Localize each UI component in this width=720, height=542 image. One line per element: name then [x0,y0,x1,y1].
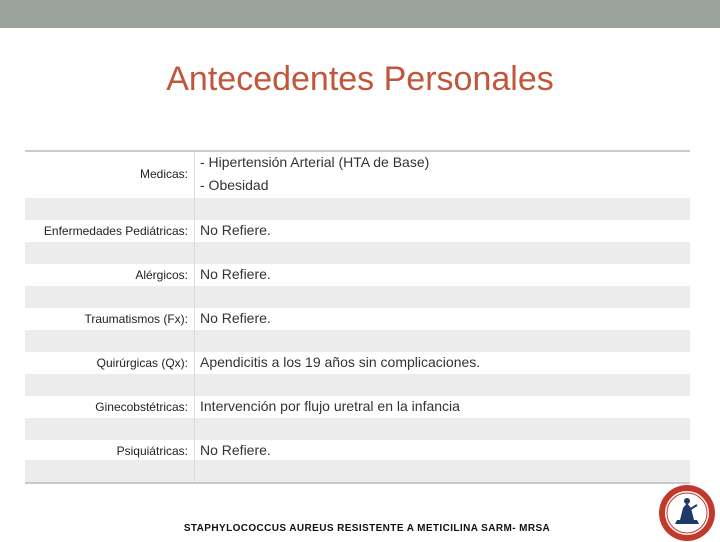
row-label: Traumatismos (Fx): [84,312,188,326]
row-value: No Refiere. [200,266,271,282]
row-label: Enfermedades Pediátricas: [43,224,188,238]
row-value-line-1: - Hipertensión Arterial (HTA de Base) [200,154,430,170]
row-value: No Refiere. [200,310,271,326]
row-label: Psiquiátricas: [116,444,188,458]
row-separator [25,198,690,220]
row-label: Alérgicos: [135,268,188,282]
row-value: Intervención por flujo uretral en la infancia [200,398,460,414]
row-separator [25,374,690,396]
row-value: Apendicitis a los 19 años sin complicaciones. [200,354,481,370]
row-separator [25,242,690,264]
page-title: Antecedentes Personales [166,60,554,98]
top-bar [0,0,720,28]
row-value: No Refiere. [200,222,271,238]
column-divider [194,152,195,482]
row-label: Ginecobstétricas: [95,400,188,414]
row-separator [25,330,690,352]
row-label: Quirúrgicas (Qx): [96,356,188,370]
row-separator [25,418,690,440]
row-value: No Refiere. [200,442,271,458]
footer-caption: STAPHYLOCOCCUS AUREUS RESISTENTE A METICILINA SARM- MRSA [183,523,551,534]
row-separator [25,460,690,482]
university-seal-icon [658,484,716,542]
table-bottom-border [25,482,690,484]
row-value-line-2: - Obesidad [200,177,269,193]
row-separator [25,286,690,308]
row-label: Medicas: [139,167,188,181]
